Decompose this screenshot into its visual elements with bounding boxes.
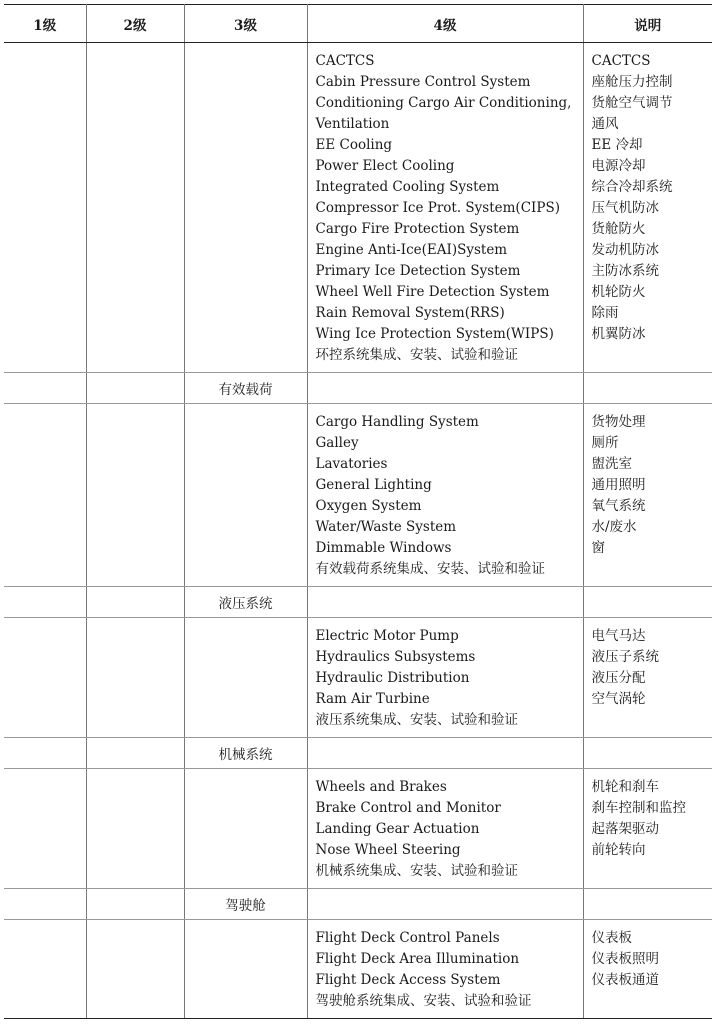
empty-cell xyxy=(184,43,307,373)
description-item: 主防冰系统 xyxy=(591,263,659,279)
level4-item: 驾驶舱系统集成、安装、试验和验证 xyxy=(315,993,532,1009)
empty-cell xyxy=(86,920,184,1019)
description-item: 电源冷却 xyxy=(591,158,646,174)
description-item: 压气机防冰 xyxy=(591,200,659,216)
level4-item: Power Elect Cooling xyxy=(315,158,455,174)
empty-cell xyxy=(307,373,583,404)
description-cell xyxy=(583,43,712,373)
level4-item: Wheel Well Fire Detection System xyxy=(315,284,550,300)
level4-list xyxy=(308,920,583,1018)
description-cell xyxy=(583,404,712,587)
header-level4: 4级 xyxy=(307,5,583,43)
level4-item: CACTCS xyxy=(315,53,375,69)
description-item: 仪表板照明 xyxy=(591,951,659,967)
level4-item: 有效载荷系统集成、安装、试验和验证 xyxy=(315,561,545,577)
level4-item: Hydraulic Distribution xyxy=(315,670,470,686)
section-row xyxy=(4,889,712,920)
items-row xyxy=(4,43,712,373)
level4-item: Brake Control and Monitor xyxy=(315,800,501,816)
level4-item: Flight Deck Area Illumination xyxy=(315,951,520,967)
level4-cell xyxy=(307,920,583,1019)
description-item: 通用照明 xyxy=(591,477,646,493)
system-breakdown-table xyxy=(4,4,712,1019)
level4-item: 液压系统集成、安装、试验和验证 xyxy=(315,712,518,728)
empty-cell xyxy=(86,587,184,618)
section-title: 驾驶舱 xyxy=(184,889,307,920)
header-row xyxy=(4,5,712,43)
empty-cell xyxy=(307,889,583,920)
items-row xyxy=(4,618,712,738)
items-row xyxy=(4,920,712,1019)
level4-list xyxy=(308,404,583,586)
level4-cell xyxy=(307,769,583,889)
empty-cell xyxy=(4,738,86,769)
description-cell xyxy=(583,920,712,1019)
level4-item: Ventilation xyxy=(315,116,390,132)
level4-item: Compressor Ice Prot. System(CIPS) xyxy=(315,200,560,216)
level4-item: 环控系统集成、安装、试验和验证 xyxy=(315,347,518,363)
description-item: 座舱压力控制 xyxy=(591,74,673,90)
level4-item: Flight Deck Control Panels xyxy=(315,930,500,946)
description-item: 水/废水 xyxy=(591,519,637,535)
level4-item: Wing Ice Protection System(WIPS) xyxy=(315,326,554,342)
description-item: 液压分配 xyxy=(591,670,646,686)
description-list xyxy=(584,769,713,867)
empty-cell xyxy=(184,618,307,738)
level4-item: Nose Wheel Steering xyxy=(315,842,461,858)
level4-cell xyxy=(307,404,583,587)
section-row xyxy=(4,738,712,769)
empty-cell xyxy=(184,769,307,889)
level4-cell xyxy=(307,43,583,373)
empty-cell xyxy=(4,43,86,373)
description-item: 机轮防火 xyxy=(591,284,646,300)
empty-cell xyxy=(86,404,184,587)
description-item: 货舱空气调节 xyxy=(591,95,673,111)
header-level3: 3级 xyxy=(184,5,307,43)
description-item: 空气涡轮 xyxy=(591,691,646,707)
description-list xyxy=(584,920,713,997)
empty-cell xyxy=(307,587,583,618)
empty-cell xyxy=(307,738,583,769)
level4-item: Engine Anti-Ice(EAI)System xyxy=(315,242,508,258)
empty-cell xyxy=(4,587,86,618)
description-item: 电气马达 xyxy=(591,628,646,644)
description-item: 仪表板通道 xyxy=(591,972,659,988)
table-body xyxy=(4,43,712,1019)
level4-item: Lavatories xyxy=(315,456,388,472)
empty-cell xyxy=(583,587,712,618)
level4-item: Conditioning Cargo Air Conditioning, xyxy=(315,95,572,111)
empty-cell xyxy=(583,889,712,920)
description-list xyxy=(584,43,713,351)
level4-item: Cargo Handling System xyxy=(315,414,479,430)
empty-cell xyxy=(4,618,86,738)
level4-item: Landing Gear Actuation xyxy=(315,821,480,837)
description-list xyxy=(584,618,713,716)
level4-item: Cabin Pressure Control System xyxy=(315,74,531,90)
description-cell xyxy=(583,769,712,889)
items-row xyxy=(4,404,712,587)
section-title: 液压系统 xyxy=(184,587,307,618)
header-level2: 2级 xyxy=(86,5,184,43)
description-item: 起落架驱动 xyxy=(591,821,659,837)
level4-item: Cargo Fire Protection System xyxy=(315,221,520,237)
section-row xyxy=(4,373,712,404)
empty-cell xyxy=(4,373,86,404)
description-item: 机轮和刹车 xyxy=(591,779,659,795)
description-item: 综合冷却系统 xyxy=(591,179,673,195)
level4-list xyxy=(308,43,583,372)
description-item: 通风 xyxy=(591,116,619,132)
description-item: 前轮转向 xyxy=(591,842,646,858)
empty-cell xyxy=(4,889,86,920)
level4-list xyxy=(308,618,583,737)
empty-cell xyxy=(86,889,184,920)
empty-cell xyxy=(86,738,184,769)
description-item: 仪表板 xyxy=(591,930,632,946)
empty-cell xyxy=(184,920,307,1019)
level4-item: Wheels and Brakes xyxy=(315,779,447,795)
description-item: 厕所 xyxy=(591,435,619,451)
description-item: 窗 xyxy=(591,540,605,556)
section-title: 有效载荷 xyxy=(184,373,307,404)
section-title: 机械系统 xyxy=(184,738,307,769)
level4-item: General Lighting xyxy=(315,477,432,493)
items-row xyxy=(4,769,712,889)
level4-item: Galley xyxy=(315,435,359,451)
header-level1: 1级 xyxy=(4,5,86,43)
empty-cell xyxy=(4,404,86,587)
description-list xyxy=(584,404,713,565)
level4-item: Water/Waste System xyxy=(315,519,457,535)
empty-cell xyxy=(86,43,184,373)
level4-item: Integrated Cooling System xyxy=(315,179,500,195)
level4-item: Oxygen System xyxy=(315,498,422,514)
empty-cell xyxy=(583,738,712,769)
description-item: CACTCS xyxy=(591,53,651,69)
level4-item: EE Cooling xyxy=(315,137,393,153)
level4-cell xyxy=(307,618,583,738)
level4-item: Primary Ice Detection System xyxy=(315,263,521,279)
level4-list xyxy=(308,769,583,888)
level4-item: Dimmable Windows xyxy=(315,540,452,556)
empty-cell xyxy=(86,373,184,404)
level4-item: Rain Removal System(RRS) xyxy=(315,305,505,321)
empty-cell xyxy=(4,920,86,1019)
level4-item: Electric Motor Pump xyxy=(315,628,459,644)
empty-cell xyxy=(86,769,184,889)
level4-item: Ram Air Turbine xyxy=(315,691,430,707)
header-description: 说明 xyxy=(583,5,712,43)
description-item: 刹车控制和监控 xyxy=(591,800,686,816)
description-cell xyxy=(583,618,712,738)
level4-item: 机械系统集成、安装、试验和验证 xyxy=(315,863,518,879)
description-item: EE 冷却 xyxy=(591,137,643,153)
empty-cell xyxy=(86,618,184,738)
description-item: 机翼防冰 xyxy=(591,326,646,342)
description-item: 氧气系统 xyxy=(591,498,646,514)
empty-cell xyxy=(4,769,86,889)
description-item: 液压子系统 xyxy=(591,649,659,665)
description-item: 除雨 xyxy=(591,305,619,321)
description-item: 货舱防火 xyxy=(591,221,646,237)
empty-cell xyxy=(583,373,712,404)
empty-cell xyxy=(184,404,307,587)
description-item: 发动机防冰 xyxy=(591,242,659,258)
level4-item: Hydraulics Subsystems xyxy=(315,649,476,665)
description-item: 盥洗室 xyxy=(591,456,632,472)
description-item: 货物处理 xyxy=(591,414,646,430)
section-row xyxy=(4,587,712,618)
level4-item: Flight Deck Access System xyxy=(315,972,501,988)
